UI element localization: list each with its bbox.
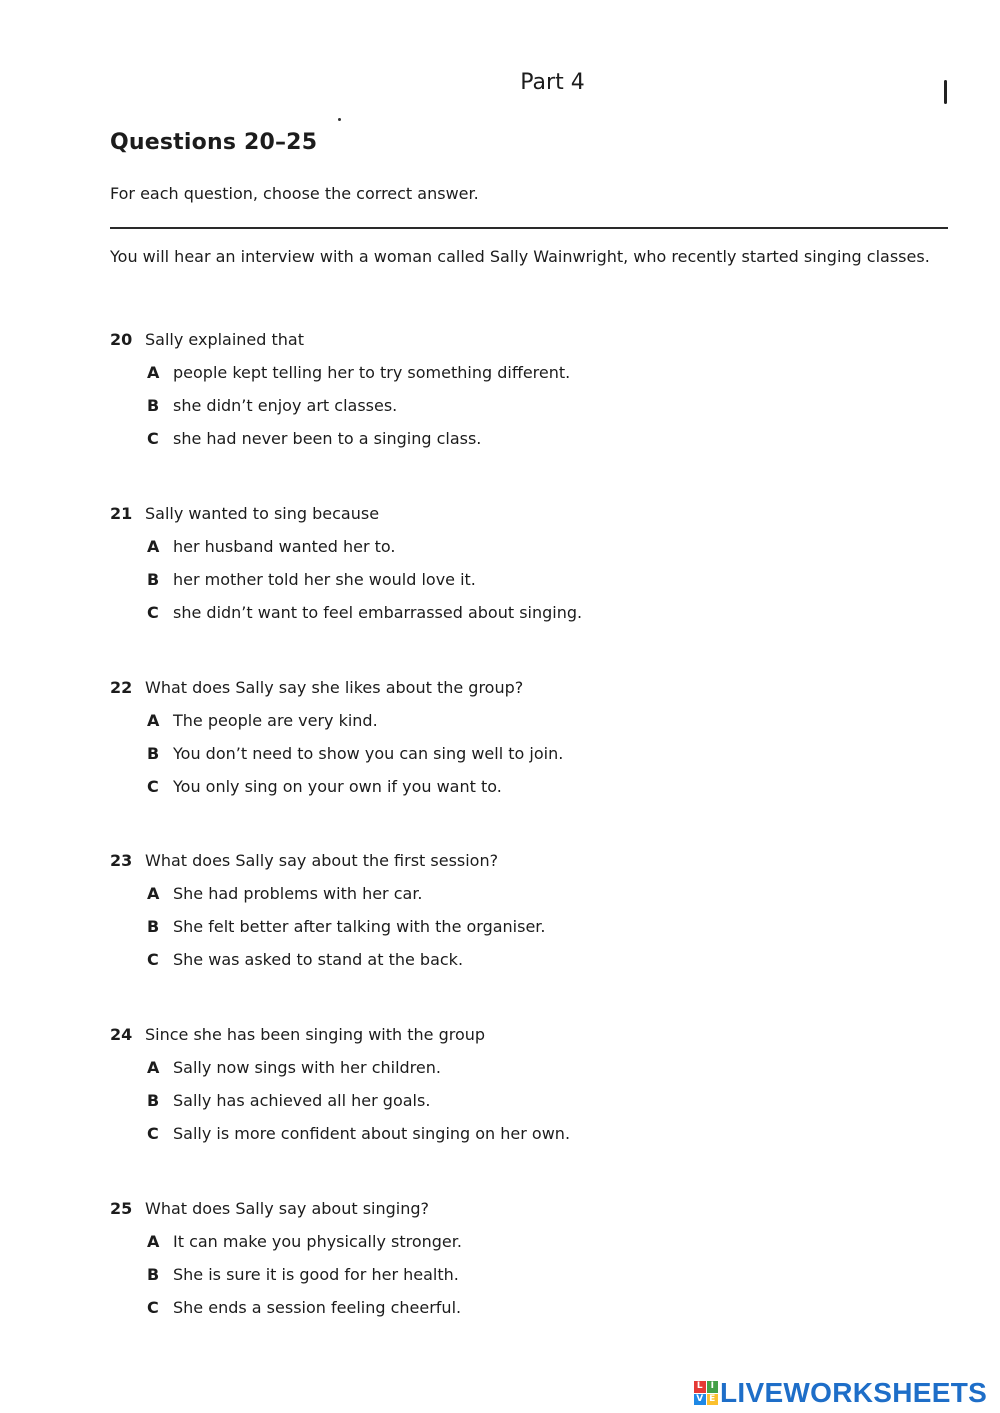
question-20 (110, 324, 930, 455)
question-number: 21 (110, 504, 133, 523)
option-c[interactable] (110, 1291, 930, 1324)
question-text: What does Sally say about the first session? (145, 851, 499, 870)
option-text: You only sing on your own if you want to. (173, 777, 502, 796)
option-c[interactable] (110, 596, 930, 629)
question-stem (110, 672, 930, 704)
logo-text: LIVEWORKSHEETS (720, 1377, 988, 1408)
question-number: 24 (110, 1025, 133, 1044)
option-letter: A (147, 1058, 160, 1077)
question-stem (110, 1193, 930, 1225)
option-text: she didn’t enjoy art classes. (173, 396, 398, 415)
option-c[interactable] (110, 770, 930, 803)
option-letter: A (147, 363, 160, 382)
option-a[interactable] (110, 704, 930, 737)
option-text: Sally now sings with her children. (173, 1058, 441, 1077)
questions-heading: Questions 20–25 (110, 130, 318, 155)
option-c[interactable] (110, 422, 930, 455)
option-text: she didn’t want to feel embarrassed about singing. (173, 603, 583, 622)
option-letter: A (147, 884, 160, 903)
option-text: her mother told her she would love it. (173, 570, 476, 589)
option-a[interactable] (110, 530, 930, 563)
logo-icon-cell: V (694, 1394, 706, 1406)
option-letter: A (147, 537, 160, 556)
option-letter: C (147, 1124, 159, 1143)
option-text: people kept telling her to try something different. (173, 363, 571, 382)
option-text: She ends a session feeling cheerful. (173, 1298, 462, 1317)
option-text: She had problems with her car. (173, 884, 423, 903)
option-letter: A (147, 1232, 160, 1251)
option-text: her husband wanted her to. (173, 537, 396, 556)
option-letter: B (147, 1091, 160, 1110)
question-number: 25 (110, 1199, 133, 1218)
question-stem (110, 324, 930, 356)
option-b[interactable] (110, 389, 930, 422)
question-23 (110, 845, 930, 976)
option-text: She felt better after talking with the organiser. (173, 917, 546, 936)
logo-icon-cell: I (707, 1381, 719, 1393)
part-title: Part 4 (520, 70, 585, 95)
question-stem (110, 498, 930, 530)
liveworksheets-icon (694, 1381, 718, 1405)
logo-icon-cell: L (694, 1381, 706, 1393)
option-letter: B (147, 917, 160, 936)
option-text: Sally has achieved all her goals. (173, 1091, 431, 1110)
option-a[interactable] (110, 877, 930, 910)
intro-text: You will hear an interview with a woman called Sally Wainwright, who recently started singing classes. (110, 247, 930, 266)
option-c[interactable] (110, 1117, 930, 1150)
option-letter: B (147, 396, 160, 415)
question-24 (110, 1019, 930, 1150)
option-a[interactable] (110, 1051, 930, 1084)
option-text: She is sure it is good for her health. (173, 1265, 459, 1284)
option-b[interactable] (110, 1084, 930, 1117)
question-number: 20 (110, 330, 133, 349)
question-21 (110, 498, 930, 629)
option-b[interactable] (110, 737, 930, 770)
instruction-text: For each question, choose the correct answer. (110, 184, 479, 203)
option-text: It can make you physically stronger. (173, 1232, 462, 1251)
option-b[interactable] (110, 563, 930, 596)
question-text: Since she has been singing with the group (145, 1025, 486, 1044)
option-text: She was asked to stand at the back. (173, 950, 464, 969)
option-b[interactable] (110, 910, 930, 943)
question-number: 22 (110, 678, 133, 697)
option-letter: B (147, 1265, 160, 1284)
page-edge-mark (944, 80, 947, 104)
option-letter: A (147, 711, 160, 730)
scan-speck (338, 118, 341, 121)
question-stem (110, 1019, 930, 1051)
question-text: What does Sally say about singing? (145, 1199, 429, 1218)
question-text: Sally explained that (145, 330, 305, 349)
question-25 (110, 1193, 930, 1324)
question-text: What does Sally say she likes about the group? (145, 678, 524, 697)
question-text: Sally wanted to sing because (145, 504, 380, 523)
question-number: 23 (110, 851, 133, 870)
option-c[interactable] (110, 943, 930, 976)
question-22 (110, 672, 930, 803)
option-a[interactable] (110, 356, 930, 389)
option-text: she had never been to a singing class. (173, 429, 482, 448)
option-letter: C (147, 1298, 159, 1317)
option-letter: C (147, 950, 159, 969)
option-text: The people are very kind. (173, 711, 378, 730)
option-b[interactable] (110, 1258, 930, 1291)
option-letter: B (147, 744, 160, 763)
question-stem (110, 845, 930, 877)
liveworksheets-logo[interactable] (694, 1378, 987, 1408)
logo-icon-cell: E (707, 1394, 719, 1406)
option-text: Sally is more confident about singing on her own. (173, 1124, 571, 1143)
option-letter: B (147, 570, 160, 589)
option-letter: C (147, 429, 159, 448)
option-letter: C (147, 603, 159, 622)
section-divider (110, 227, 948, 229)
option-text: You don’t need to show you can sing well to join. (173, 744, 564, 763)
option-a[interactable] (110, 1225, 930, 1258)
option-letter: C (147, 777, 159, 796)
